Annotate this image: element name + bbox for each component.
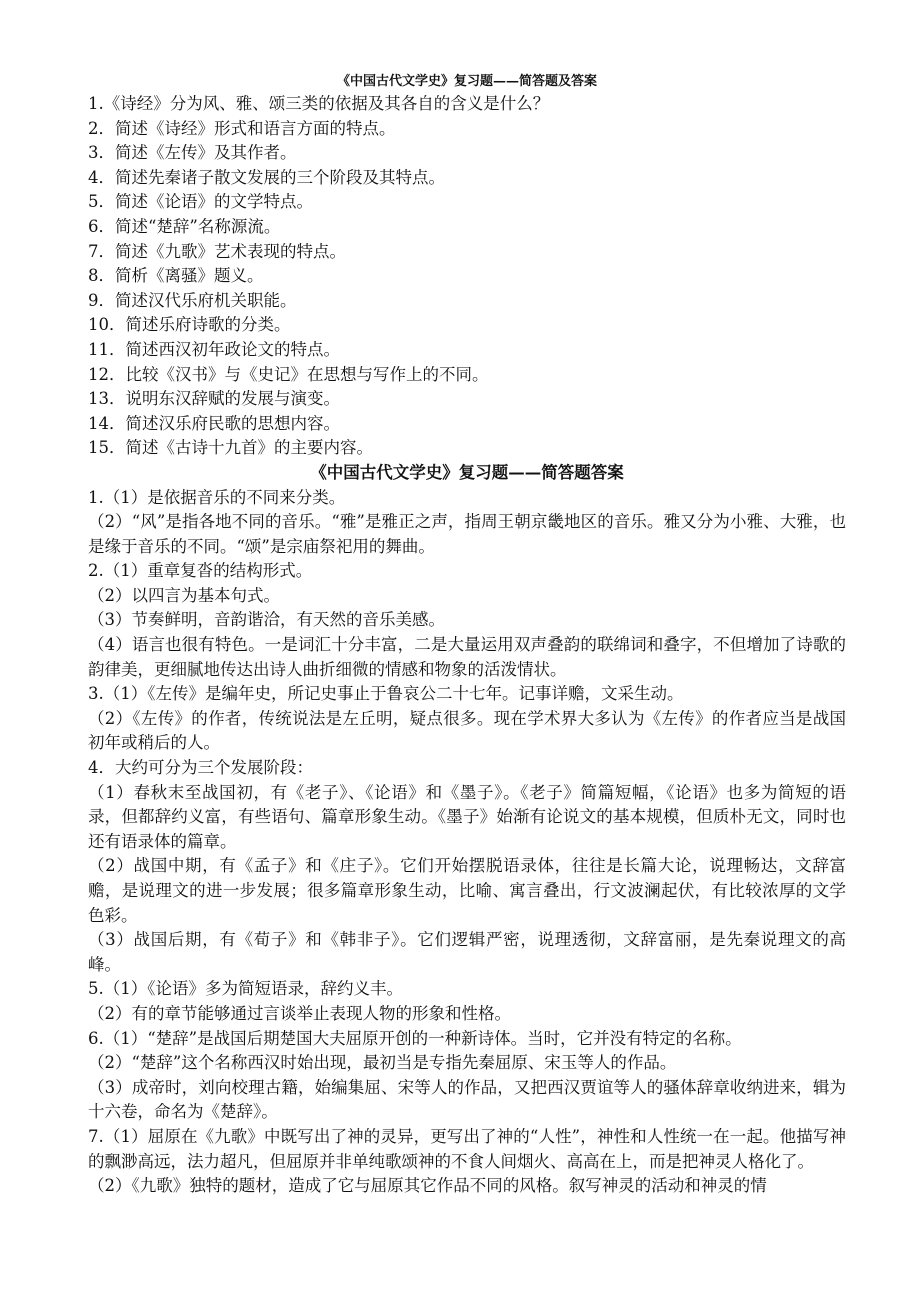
question-item: 8．简析《离骚》题义。 [88, 266, 264, 286]
question-item: 15．简述《古诗十九首》的主要内容。 [88, 438, 373, 458]
answer-paragraph: （2）“风”是指各地不同的音乐。“雅”是雅正之声，指周王朝京畿地区的音乐。雅又分为小雅、大雅，也是缘于音乐的不同。“颂”是宗庙祭祀用的舞曲。 [88, 512, 846, 556]
answer-paragraph: （1）春秋末至战国初，有《老子》、《论语》和《墨子》。《老子》简篇短幅，《论语》也多为简短的语录，但都辞约义富，有些语句、篇章形象生动。《墨子》始渐有论说文的基本规模，但质朴无文，同时也还有语录体的篇章。 [88, 782, 846, 851]
question-item: 12．比较《汉书》与《史记》在思想与写作上的不同。 [88, 364, 489, 384]
answer-paragraph: （3）战国后期，有《荀子》和《韩非子》。它们逻辑严密，说理透彻，文辞富丽，是先秦说理文的高峰。 [88, 930, 846, 974]
question-item: 5．简述《论语》的文学特点。 [88, 192, 313, 212]
answer-paragraph: （2）战国中期，有《孟子》和《庄子》。它们开始摆脱语录体，往往是长篇大论，说理畅达，文辞富赡，是说理文的进一步发展；很多篇章形象生动，比喻、寓言叠出，行文波澜起伏，有比较浓厚的文学色彩。 [88, 856, 846, 925]
question-item: 6．简述“楚辞”名称源流。 [88, 216, 281, 236]
answer-paragraph: （2）《左传》的作者，传统说法是左丘明，疑点很多。现在学术界大多认为《左传》的作者应当是战国初年或稍后的人。 [88, 708, 846, 753]
question-item: 14．简述汉乐府民歌的思想内容。 [88, 413, 340, 433]
question-item: 7．简述《九歌》艺术表现的特点。 [88, 241, 346, 261]
document-header-title: 《中国古代文学史》复习题——简答题及答案 [336, 74, 597, 89]
question-item: 10．简述乐府诗歌的分类。 [88, 315, 291, 335]
answer-paragraph: （4）语言也很有特色。一是词汇十分丰富，二是大量运用双声叠韵的联绵词和叠字，不但增加了诗歌的韵律美，更细腻地传达出诗人曲折细微的情感和物象的活泼情状。 [88, 635, 846, 679]
answer-paragraph: （3）成帝时，刘向校理古籍，始编集屈、宋等人的作品，又把西汉贾谊等人的骚体辞章收纳进来，辑为十六卷，命名为《楚辞》。 [88, 1077, 846, 1122]
question-item: 4．简述先秦诸子散文发展的三个阶段及其特点。 [88, 167, 445, 187]
question-item: 2．简述《诗经》形式和语言方面的特点。 [88, 118, 396, 138]
answer-paragraph: （2）“楚辞”这个名称西汉时始出现，最初当是专指先秦屈原、宋玉等人的作品。 [88, 1053, 677, 1073]
question-item: 1.《诗经》分为风、雅、颂三类的依据及其各自的含义是什么？ [88, 94, 550, 113]
answer-list [88, 486, 846, 1199]
answer-paragraph: 1.（1）是依据音乐的不同来分类。 [88, 487, 346, 507]
question-list [88, 92, 846, 461]
answer-paragraph: 7.（1）屈原在《九歌》中既写出了神的灵异，更写出了神的“人性”，神性和人性统一在一起。他描写神的飘渺高远，法力超凡，但屈原并非单纯歌颂神的不食人间烟火、高高在上，而是把神灵人格化了。 [88, 1126, 846, 1171]
answer-paragraph: （2）《九歌》独特的题材，造成了它与屈原其它作品不同的风格。叙写神灵的活动和神灵的情 [88, 1176, 767, 1196]
question-item: 13．说明东汉辞赋的发展与演变。 [88, 389, 340, 409]
answer-paragraph: 4．大约可分为三个发展阶段： [88, 758, 313, 778]
answer-paragraph: 3.（1）《左传》是编年史，所记史事止于鲁哀公二十七年。记事详赡，文采生动。 [88, 684, 684, 704]
answer-paragraph: （3）节奏鲜明，音韵谐洽，有天然的音乐美感。 [88, 610, 445, 630]
answers-section-title: 《中国古代文学史》复习题——简答题答案 [310, 462, 624, 482]
question-item: 3．简述《左传》及其作者。 [88, 143, 297, 163]
answer-paragraph: （2）有的章节能够通过言谈举止表现人物的形象和性格。 [88, 1003, 511, 1023]
answer-paragraph: （2）以四言为基本句式。 [88, 585, 280, 605]
answer-paragraph: 5.（1）《论语》多为简短语录，辞约义丰。 [88, 979, 403, 999]
answer-paragraph: 6.（1）“楚辞”是战国后期楚国大夫屈原开创的一种新诗体。当时，它并没有特定的名称。 [88, 1028, 742, 1048]
question-item: 11．简述西汉初年政论文的特点。 [88, 339, 340, 359]
answer-paragraph: 2.（1）重章复沓的结构形式。 [88, 561, 313, 581]
question-item: 9．简述汉代乐府机关职能。 [88, 290, 297, 310]
